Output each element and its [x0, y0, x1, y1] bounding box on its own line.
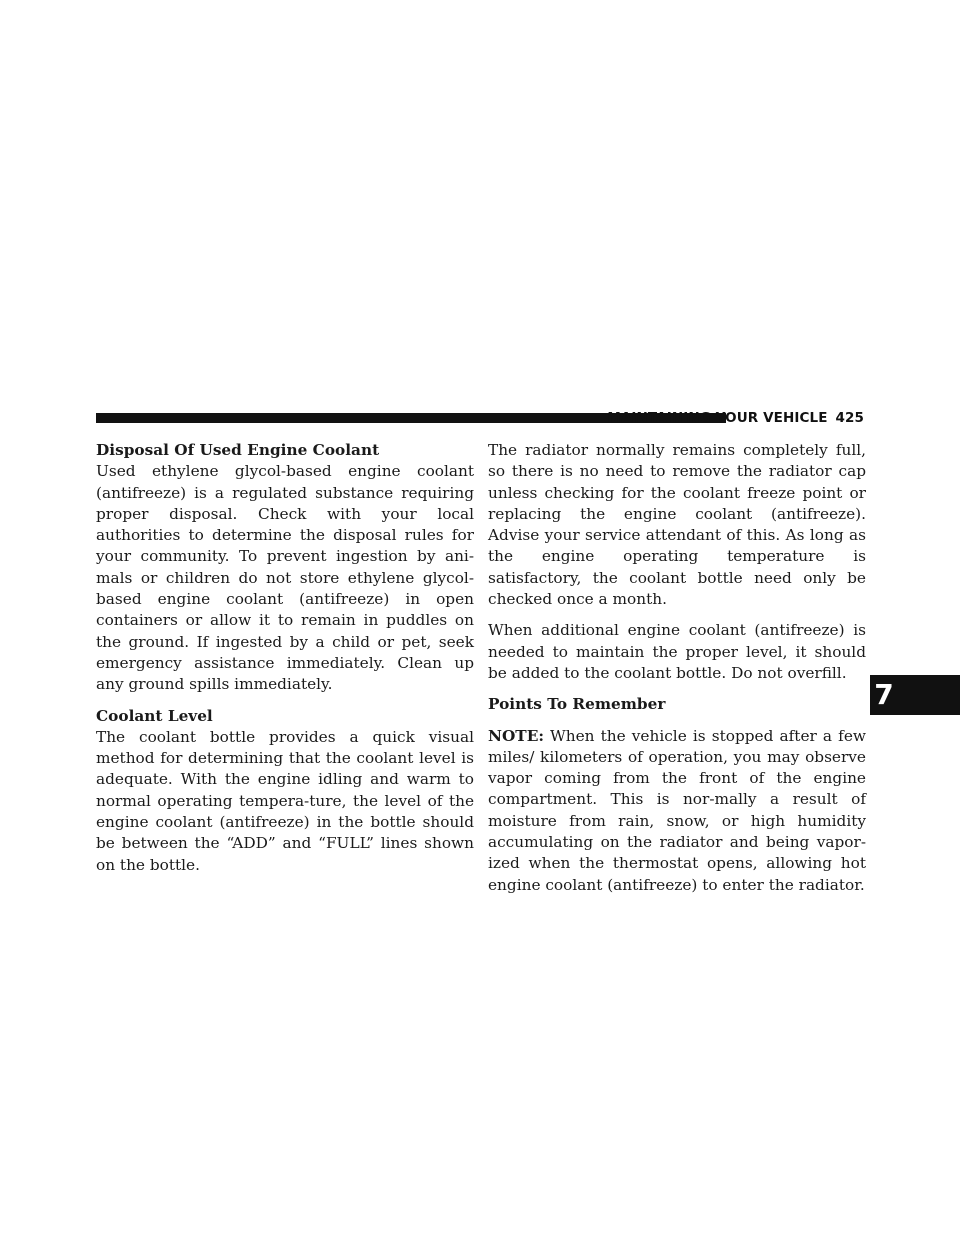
running-header	[607, 408, 864, 428]
coolant-level-heading: Coolant Level	[96, 706, 213, 725]
chapter-tab	[870, 675, 960, 715]
page-number: 425	[835, 410, 864, 426]
note-text: When the vehicle is stopped after a few miles/ kilometers of operation, you may observe vapor coming from the front of the engine compartment. This is nor-mally a result of moisture from rain, snow, or high humidity accumulating on the radiator and being vapor-ized when the thermostat opens, allowing hot engine coolant (antifreeze) to enter the radiator.	[488, 726, 866, 894]
points-heading: Points To Remember	[488, 695, 666, 714]
additional-coolant-paragraph: When additional engine coolant (antifreeze) is needed to maintain the proper level, it should be added to the coolant bottle. Do not overfill.	[488, 621, 866, 682]
left-column	[96, 440, 474, 886]
right-column	[488, 440, 866, 906]
disposal-paragraph: Used ethylene glycol-based engine coolant (antifreeze) is a regulated substance requiring proper disposal. Check with your local authorities to determine the disposal rules for your community. To prevent ingestion by ani-mals or children do not store ethylene glycol-based engine coolant (antifreeze) in open containers or allow it to remain in puddles on the ground. If ingested by a child or pet, seek emergency assistance immediately. Clean up any ground spills immediately.	[96, 462, 474, 694]
section-title: MAINTAINING YOUR VEHICLE	[607, 410, 828, 426]
radiator-paragraph: The radiator normally remains completely full, so there is no need to remove the radiator cap unless checking for the coolant freeze point or replacing the engine coolant (antifreeze). Advise your service attendant of this. As long as the engine operating temperature is satisfactory, the coolant bottle need only be checked once a month.	[488, 441, 866, 609]
chapter-number: 7	[874, 678, 894, 711]
note-paragraph	[488, 726, 866, 896]
note-label: NOTE:	[488, 726, 544, 745]
coolant-level-paragraph: The coolant bottle provides a quick visual method for determining that the coolant level is adequate. With the engine idling and warm to normal operating tempera-ture, the level of the engine coolant (antifreeze) in the bottle should be between the “ADD” and “FULL” lines shown on the bottle.	[96, 727, 474, 874]
disposal-heading: Disposal Of Used Engine Coolant	[96, 441, 380, 459]
